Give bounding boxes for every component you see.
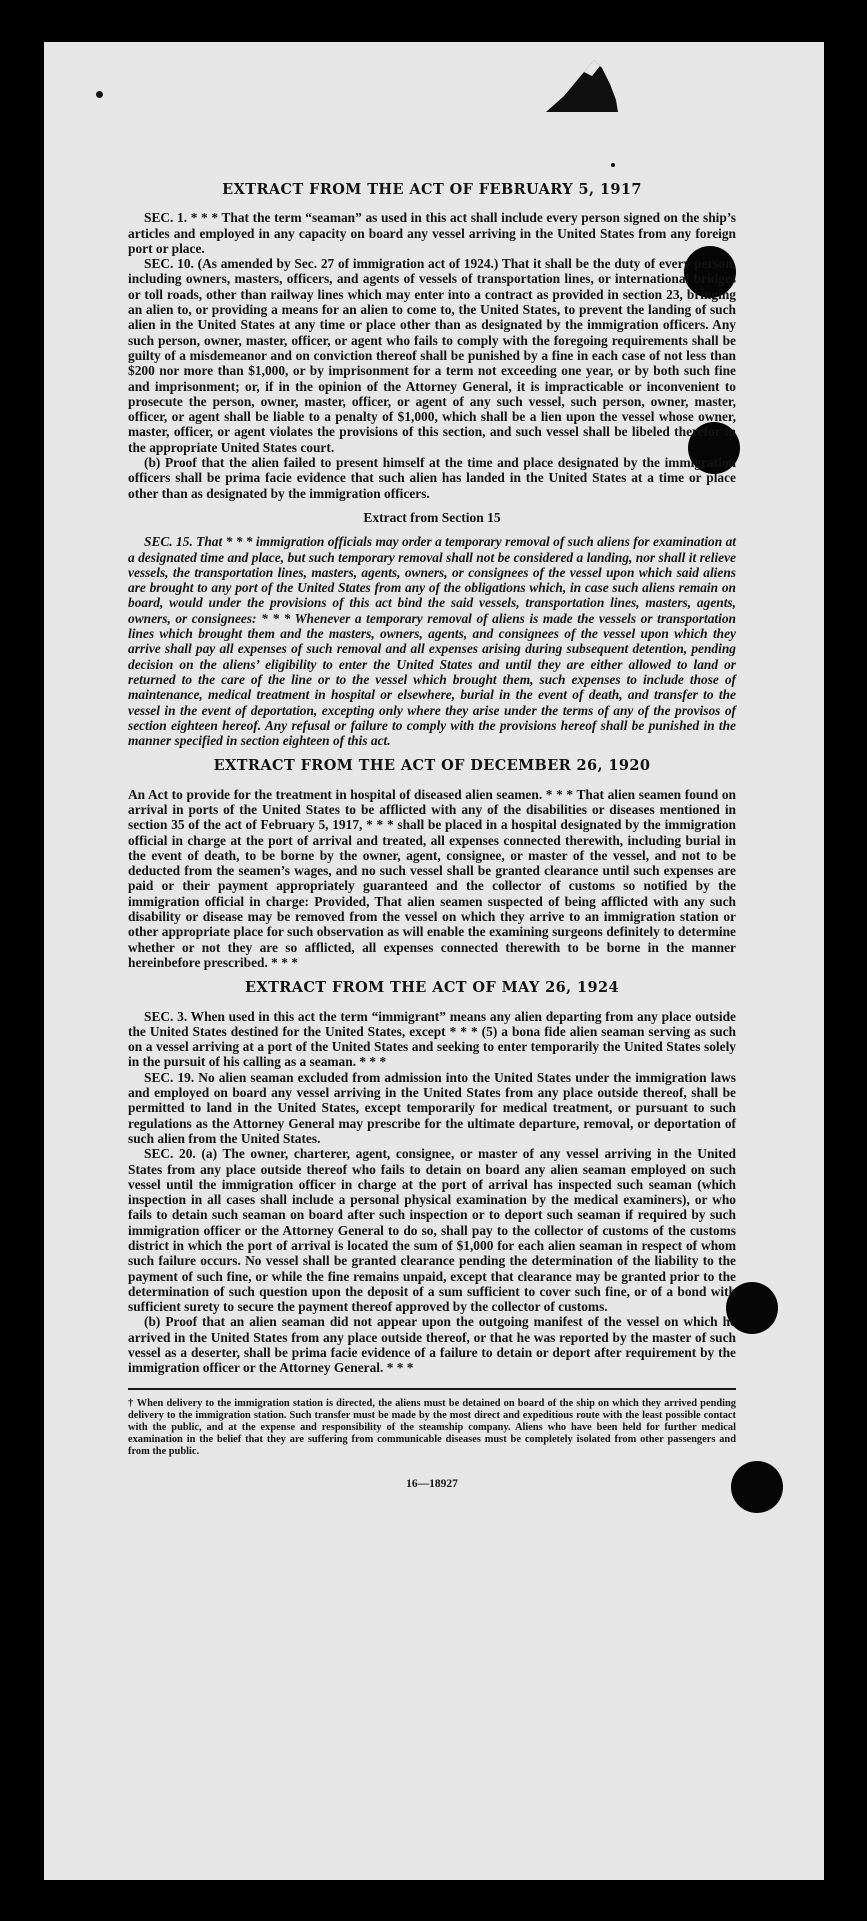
footnote: † When delivery to the immigration station is directed, the aliens must be detained on board of the ship on which they arrived pending delivery to the immigration station. Such transfer must be made by the most direct and expeditious route with the least possible contact with the public, and at the expense and responsibility of the steamship company. Aliens who have been held for further medical examination in the belief that they are suffering from communicable diseases must be completely isolated from other passengers and from the public. [128, 1397, 736, 1458]
section-subheading: Extract from Section 15 [363, 509, 501, 525]
paragraph: (b) Proof that an alien seaman did not appear upon the outgoing manifest of the vessel on which he arrived in the United States from any place outside thereof, or that he was reported by the master of such vessel as a deserter, shall be prima facie evidence of a failure to detain or deport after requirement by the immigration officer or the Attorney General. * * * [128, 1314, 736, 1376]
ink-speck [96, 91, 103, 98]
document-code: 16—18927 [406, 1477, 458, 1490]
document-body [128, 182, 736, 1492]
document-page [44, 42, 824, 1880]
paragraph: SEC. 10. (As amended by Sec. 27 of immigration act of 1924.) That it shall be the duty of every person, including owners, masters, officers, and agents of vessels of transportation lines, or international bridges or toll roads, other than railway lines which may enter into a contract as provided in section 23, bringing an alien to, or providing a means for an alien to come to, the United States, to prevent the landing of such alien in the United States at any time or place other than as designated by the immigration officers. Any such person, owner, master, officer, or agent who fails to comply with the foregoing requirements shall be guilty of a misdemeanor and on conviction thereof shall be punished by a fine in each case of not less than $200 nor more than $1,000, or by imprisonment for a term not exceeding one year, or by both such fine and imprisonment; or, if in the opinion of the Attorney General, it is impracticable or inconvenient to prosecute the person, owner, master, officer, or agent of any such vessel, such person, owner, master, officer, or agent shall be liable to a penalty of $1,000, which shall be a lien upon the vessel whose owner, master, officer, or agent violates the provisions of this section, and such vessel shall be libeled therefor in the appropriate United States court. [128, 256, 736, 455]
paragraph: (b) Proof that the alien failed to present himself at the time and place designated by the immigration officers shall be prima facie evidence that such alien has landed in the United States at a time or place other than as designated by the immigration officers. [128, 455, 736, 501]
ink-speck [611, 163, 615, 167]
footnote-rule [128, 1388, 736, 1390]
paragraph: SEC. 20. (a) The owner, charterer, agent, consignee, or master of any vessel arriving in the United States from any place outside thereof who fails to detain on board any alien seaman employed on such vessel until the immigration officer in charge at the port of arrival has inspected such seaman (which inspection in all cases shall include a personal physical examination by the medical examiners), or who fails to detain such seaman on board after such inspection or to deport such seaman if required by such immigration officer or the Attorney General to do so, shall pay to the collector of customs of the customs district in which the port of arrival is located the sum of $1,000 for each alien seaman in respect of whom such failure occurs. No vessel shall be granted clearance pending the determination of the liability to the payment of such fine, or while the fine remains unpaid, except that clearance may be granted prior to the determination of such question upon the deposit of a sum sufficient to cover such fine, or of a bond with sufficient surety to secure the payment thereof approved by the collector of customs. [128, 1146, 736, 1315]
punch-hole [731, 1461, 783, 1513]
torn-corner-mark [544, 54, 619, 114]
section-heading: EXTRACT FROM THE ACT OF MAY 26, 1924 [244, 979, 620, 997]
section-heading: EXTRACT FROM THE ACT OF DECEMBER 26, 1920 [213, 757, 651, 775]
paragraph: SEC. 1. * * * That the term “seaman” as used in this act shall include every person signed on the ship’s articles and employed in any capacity on board any vessel arriving in the United States from any foreign port or place. [128, 210, 736, 256]
paragraph: An Act to provide for the treatment in hospital of diseased alien seamen. * * * That alien seamen found on arrival in ports of the United States to be afflicted with any of the disabilities or diseases mentioned in section 35 of the act of February 5, 1917, * * * shall be placed in a hospital designated by the immigration official in charge at the port of arrival and treated, all expenses connected therewith, including burial in the event of death, to be borne by the owner, agent, consignee, or master of the vessel, and not to be deducted from the seamen’s wages, and no such vessel shall be granted clearance until such expenses are paid or their payment appropriately guaranteed and the collector of customs so notified by the immigration official in charge: Provided, That alien seamen suspected of being afflicted with any such disability or disease may be removed from the vessel on which they arrive to an immigration station or other appropriate place for such observation as will enable the examining surgeons definitely to determine whether or not they are so afflicted, all expenses connected therewith to be borne in the manner hereinbefore prescribed. * * * [128, 786, 736, 970]
paragraph: SEC. 19. No alien seaman excluded from admission into the United States under the immigration laws and employed on board any vessel arriving in the United States from any place outside thereof, shall be permitted to land in the United States, except temporarily for medical treatment, or pursuant to such regulations as the Attorney General may prescribe for the ultimate departure, removal, or deportation of such alien from the United States. [128, 1069, 736, 1146]
paragraph: SEC. 3. When used in this act the term “immigrant” means any alien departing from any place outside the United States destined for the United States, except * * * (5) a bona fide alien seaman serving as such on a vessel arriving at a port of the United States and seeking to enter temporarily the United States solely in the pursuit of his calling as a seaman. * * * [128, 1008, 736, 1070]
paragraph: SEC. 15. That * * * immigration officials may order a temporary removal of such aliens for examination at a designated time and place, but such temporary removal shall not be considered a landing, nor shall it relieve vessels, the transportation lines, masters, agents, owners, or consignees of the vessel upon which said aliens are brought to any port of the United States from any of the obligations which, in case such aliens remain on board, would under the provisions of this act bind the said vessels, transportation lines, masters, agents, owners, or consignees: * * * Whenever a temporary removal of aliens is made the vessels or transportation lines which brought them and the masters, owners, agents, and consignees of the vessel upon which they arrive shall pay all expenses of such removal and all expenses arising during subsequent detention, pending decision on the aliens’ eligibility to enter the United States and until they are either allowed to land or returned to the care of the line or to the vessel which brought them, such expenses to include those of maintenance, medical treatment in hospital or elsewhere, burial in the event of death, and transfer to the vessel in the event of deportation, excepting only where they arise under the terms of any of the provisos of section eighteen hereof. Any refusal or failure to comply with the provisions hereof shall be punished in the manner specified in section eighteen of this act. [128, 534, 736, 749]
section-heading: EXTRACT FROM THE ACT OF FEBRUARY 5, 1917 [222, 181, 642, 198]
